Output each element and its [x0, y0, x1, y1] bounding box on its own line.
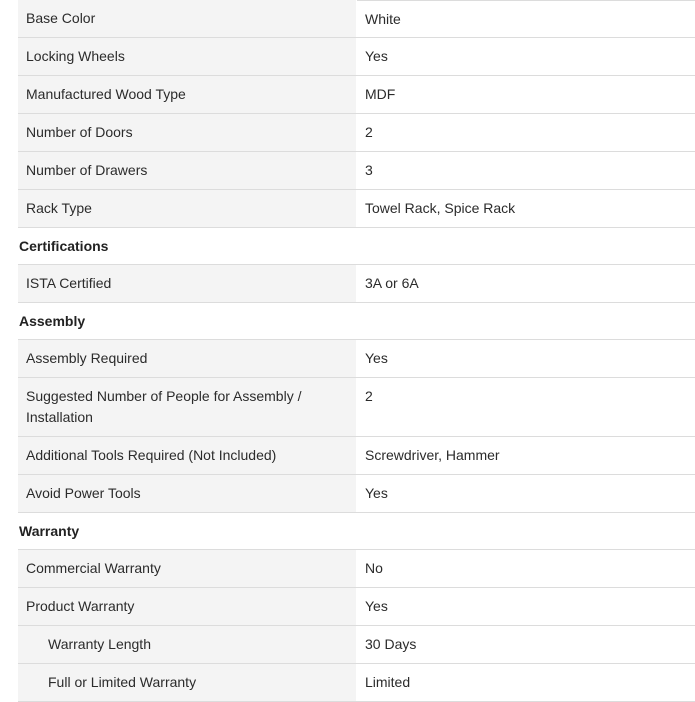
spec-row-locking-wheels: [18, 38, 695, 76]
spec-label: Manufactured Wood Type: [18, 76, 357, 113]
spec-value: Yes: [357, 474, 695, 511]
spec-row-additional-tools: [18, 437, 695, 475]
spec-value: Towel Rack, Spice Rack: [357, 189, 695, 226]
spec-value: No: [357, 549, 695, 586]
specifications-table: [18, 0, 695, 702]
spec-row-product-warranty: [18, 588, 695, 626]
spec-row-base-color: [18, 0, 695, 38]
spec-label: Base Color: [18, 0, 357, 37]
spec-label: Assembly Required: [18, 340, 357, 377]
spec-value: Screwdriver, Hammer: [357, 436, 695, 473]
spec-row-rack-type: [18, 190, 695, 228]
spec-row-people-for-assembly: [18, 378, 695, 437]
section-heading-certifications: Certifications: [18, 228, 695, 265]
spec-row-full-or-limited: [18, 664, 695, 702]
spec-row-num-doors: [18, 114, 695, 152]
spec-value: 30 Days: [357, 625, 695, 662]
spec-value: 2: [357, 377, 695, 435]
section-heading-assembly: Assembly: [18, 303, 695, 340]
spec-label: Rack Type: [18, 190, 357, 227]
spec-row-wood-type: [18, 76, 695, 114]
section-heading-warranty: Warranty: [18, 513, 695, 550]
spec-row-num-drawers: [18, 152, 695, 190]
spec-value: 2: [357, 113, 695, 150]
spec-value: Yes: [357, 587, 695, 624]
spec-value: Limited: [357, 663, 695, 700]
spec-row-assembly-required: [18, 340, 695, 378]
spec-label: Additional Tools Required (Not Included): [18, 437, 357, 474]
spec-row-commercial-warranty: [18, 550, 695, 588]
spec-value: MDF: [357, 75, 695, 112]
spec-value: Yes: [357, 339, 695, 376]
spec-label: Commercial Warranty: [18, 550, 357, 587]
spec-label: Number of Drawers: [18, 152, 357, 189]
spec-row-ista-certified: [18, 265, 695, 303]
spec-value: 3: [357, 151, 695, 188]
spec-value: 3A or 6A: [357, 264, 695, 301]
spec-label: Warranty Length: [18, 626, 357, 663]
spec-row-warranty-length: [18, 626, 695, 664]
spec-label: Avoid Power Tools: [18, 475, 357, 512]
spec-label: Locking Wheels: [18, 38, 357, 75]
spec-value: White: [357, 0, 695, 37]
spec-row-avoid-power-tools: [18, 475, 695, 513]
spec-label: Full or Limited Warranty: [18, 664, 357, 701]
spec-value: Yes: [357, 37, 695, 74]
spec-label: Product Warranty: [18, 588, 357, 625]
spec-label: Suggested Number of People for Assembly / Installation: [18, 378, 357, 436]
spec-label: ISTA Certified: [18, 265, 357, 302]
spec-label: Number of Doors: [18, 114, 357, 151]
